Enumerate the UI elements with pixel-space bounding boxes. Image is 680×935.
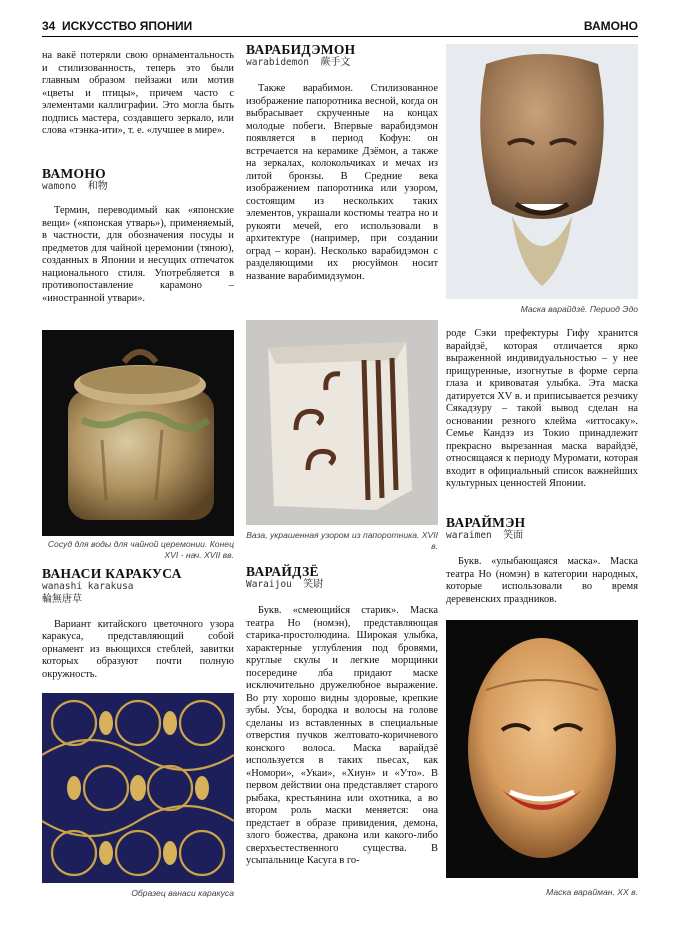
entry-wanasi-karakusa [42,568,234,681]
caption-mask-edo: Маска варайдзё. Период Эдо [520,304,638,314]
term-kanji: 輪無唐草 [42,594,82,605]
term-kanji: 和物 [87,180,108,192]
entry-waraimen [446,517,638,606]
water-vessel-photo [42,330,234,536]
waraidze-mask-photo [446,44,638,299]
page-header [42,14,638,36]
waraimen-mask-photo [446,620,638,878]
caption-vessel: Сосуд для воды для чайной церемонии. Конец XVI - нач. XVII вв. [47,539,234,560]
entry-wamono [42,168,234,305]
entry-text: Также варабимон. Стилизованное изображение папоротника весной, когда он выбрасывает скрученные на концах молодые побеги. Впервые варабидэмон появляется в период Кофун: он встречается на керамике Дзёмон, а также на зеркалах, колокольчиках и мечах из литой бронзы. В Средние века изображением папоротника или узором, состоящим из нескольких таких элементов, украшали костюмы театра но и рукояти мечей, его использовали в архитектуре (например, при создании оград – коран). Несколько варабидэмон с разделяющими их рюсуймон носит название варабимидзумон. [246,83,438,282]
entry-text: Букв. «смеющийся старик». Маска театра Но (номэн), представляющая старика-простолюдина. Широкая улыбка, характерные углубления под бровями, круглые скулы и легкие морщинки посередине лба придают маске исключительно дружелюбное выражение. Во рту хорошо видны здоровые, крепкие зубы. Усы, бородка и волосы на голове сделаны из вставленных в специальные отверстия пучков желтовато-коричневого конского волоса. Маска варайдзё используется в таких пьесах, как «Номори», «Укаи», «Хиун» и «Уто». В первом действии она представляет старого рыбака, крестьянина или охотника, а во втором роль маски меняется: она предстает в образе привидения, демона, злого божества, дракона или какого-либо сверхъестественного существа. В усыпальнице Касуга в го- [246,605,438,866]
vase-photo [246,320,438,525]
column-1 [42,50,234,138]
term-kanji: 笑尉 [303,578,324,590]
entry-text: Букв. «улыбающаяся маска». Маска театра Но (номэн) в категории народных, которые использовали во время деревенских праздников. [446,556,638,605]
entry-text: Термин, переводимый как «японские вещи» («японская утварь»), применяемый, в частности, для обозначения посуды и предметов для чайной церемонии (тяною), созданных в Японии и несущих отпечаток национального стиля. Употребляется в противопоставление карамоно – «иностранной утвари». [42,205,234,304]
entry-text: Вариант китайского цветочного узора каракуса, представляющий собой орнамент из вьющихся стеблей, завитки которых образуют почти полную окружность. [42,618,234,680]
term-heading: ВАРАЙМЭН [446,515,526,530]
term-heading: ВАНАСИ КАРАКУСА [42,566,182,581]
entry-waraidze [246,566,438,868]
caption-vase: Ваза, украшенная узором из папоротника. XVII в. [246,530,438,551]
term-heading: ВАРАБИДЭМОН [246,42,356,57]
header-rule [42,36,638,37]
caption-mask-waraimen: Маска варайман. XX в. [546,887,638,897]
page-number: 34 [42,19,56,33]
term-transliteration: warabidemon [246,56,309,68]
term-transliteration: wamono [42,180,77,192]
entry-text-continued: роде Сэки префектуры Гифу хранится варайдзё, которая отличается ярко выраженной индивидуальностью – у нее прищуренные, изогнутые в форме серпа глаза и кривоватая улыбка. Эта маска датируется XV в. и приписывается резчику Сякадзуру – такой вывод сделан на основании резного клейма «иттосаку». Семье Кандзэ из Токио принадлежит прекрасно вырезанная маска варайдзё, относящаяся к периоду Муромати, которая входит в официальный список важнейших культурных ценностей Японии. [446,328,638,489]
term-heading: ВАРАЙДЗЁ [246,564,319,579]
term-transliteration: waraimen [446,529,492,541]
paragraph-wako-end: на вакё потеряли свою орнаментальность и стилизованность, теперь это были главным образом пейзажи или мотив «цветы и птицы», причем часто с элементами каллиграфии. Это могла быть подпись мастера, создавшего зеркало, или слова «тэнка-ити», т. е. «лучшее в мире». [42,50,234,136]
term-transliteration: wanashi karakusa [42,580,134,592]
term-kanji: 蕨手文 [320,56,351,68]
term-heading: ВАМОНО [42,166,106,181]
entry-warabidemon [246,44,438,283]
caption-pattern: Образец ванаси каракуса [131,888,234,898]
running-title: ВАМОНО [583,19,638,33]
term-transliteration: Waraijou [246,578,292,590]
paragraph-waraidze-cont [446,328,638,491]
term-kanji: 笑面 [503,529,524,541]
karakusa-pattern-image [42,693,234,883]
section-title: ИСКУССТВО ЯПОНИИ [62,19,193,33]
